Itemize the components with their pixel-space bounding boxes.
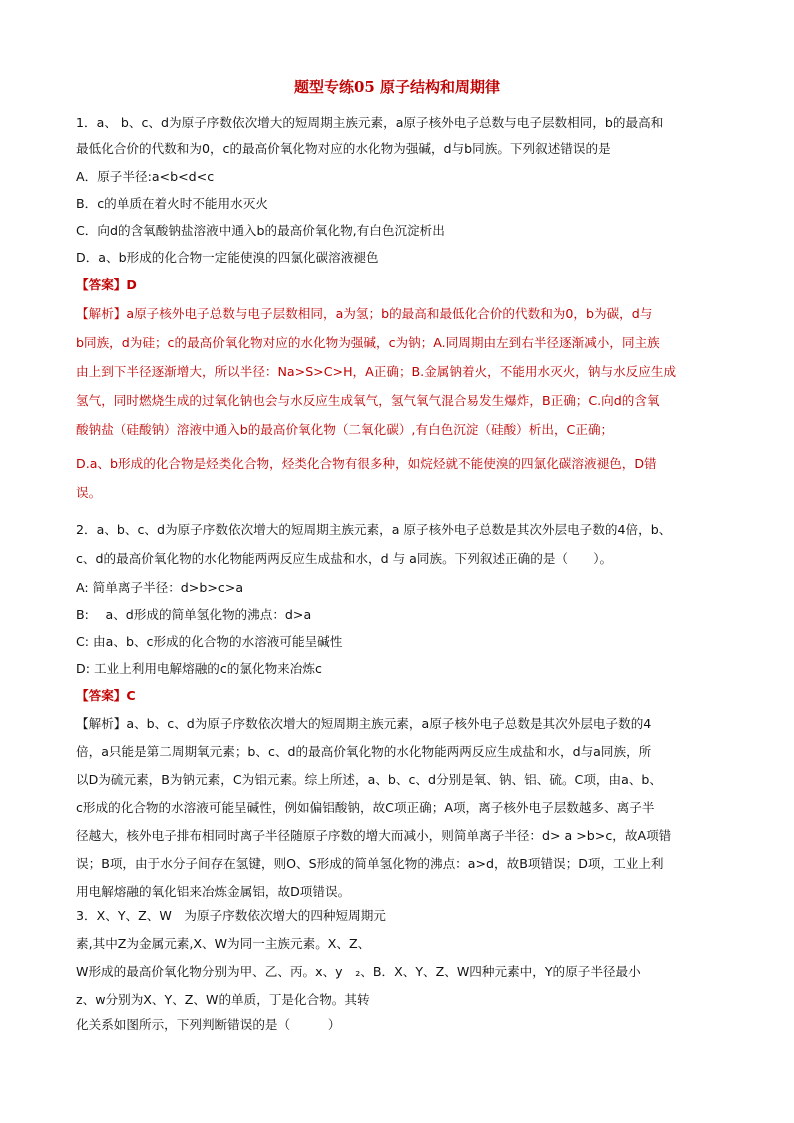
q1-option-a: A．原子半径:a<b<d<c (76, 169, 215, 184)
q1-stem-line-1: 1．a、 b、c、d为原子序数依次增大的短周期主族元素，a原子核外电子总数与电子层数相同，b的最高和 (76, 115, 664, 130)
q1-explanation-line-7: 误。 (76, 485, 102, 500)
q1-explanation-line-1: 【解析】a原子核外电子总数与电子层数相同，a为氢；b的最高和最低化合价的代数和为0，b为碳，d与 (76, 306, 653, 321)
q3-stem-line-4: z、w分别为X、Y、Z、W的单质，丁是化合物。其转 (76, 992, 370, 1007)
q2-option-c: C: 由a、b、c形成的化合物的水溶液可能呈碱性 (76, 634, 343, 649)
q2-explanation-line-1: 【解析】a、b、c、d为原子序数依次增大的短周期主族元素，a原子核外电子总数是其次外层电子数的4 (76, 716, 652, 731)
q2-explanation-line-7: 用电解熔融的氧化铝来冶炼金属铝，故D项错误。 (76, 884, 351, 899)
q2-explanation-line-6: 误；B项，由于水分子间存在氢键，则O、S形成的简单氢化物的沸点：a>d，故B项错误；D项，工业上利 (76, 856, 664, 871)
q1-option-c: C．向d的含氧酸钠盐溶液中通入b的最高价氧化物,有白色沉淀析出 (76, 223, 445, 238)
q2-explanation-line-4: c形成的化合物的水溶液可能呈碱性，例如偏铝酸钠，故C项正确；A项，离子核外电子层数越多、离子半 (76, 800, 655, 815)
q1-explanation-line-3: 由上到下半径逐渐增大，所以半径：Na>S>C>H，A正确；B.金属钠着火，不能用水灭火，钠与水反应生成 (76, 364, 677, 379)
q2-explanation-line-3: 以D为硫元素，B为钠元素，C为铝元素。综上所述，a、b、c、d分别是氧、钠、铝、硫。C项，由a、b、 (76, 772, 663, 787)
q2-explanation-line-2: 倍，a只能是第二周期氧元素；b、c、d的最高价氧化物的水化物能两两反应生成盐和水，d与a同族，所 (76, 744, 652, 759)
q1-explanation-line-2: b同族，d为硅；c的最高价氧化物对应的水化物为强碱，c为钠；A.同周期由左到右半径逐渐减小，同主族 (76, 335, 660, 350)
page-title: 题型专练05 原子结构和周期律 (293, 78, 501, 96)
q3-stem-line-5: 化关系如图所示，下列判断错误的是（ ） (76, 1017, 341, 1032)
q2-option-d: D: 工业上利用电解熔融的c的氯化物来冶炼c (76, 661, 322, 676)
q3-stem-line-1: 3．X、Y、Z、W 为原子序数依次增大的四种短周期元 (76, 908, 386, 923)
q1-option-d: D．a、b形成的化合物一定能使溴的四氯化碳溶液褪色 (76, 250, 379, 265)
q3-stem-line-3: W形成的最高价氧化物分别为甲、乙、丙。x、y ₂、B．X、Y、Z、W四种元素中，Y的原子半径最小 (76, 964, 641, 979)
q3-stem-line-2: 素,其中Z为金属元素,X、W为同一主族元素。X、Z、 (76, 936, 371, 951)
q2-stem-line-2: c、d的最高价氧化物的水化物能两两反应生成盐和水，d 与 a同族。下列叙述正确的是（ ）。 (76, 551, 613, 566)
q1-option-b: B．c的单质在着火时不能用水灭火 (76, 196, 268, 211)
q2-stem-line-1: 2．a、b、c、d为原子序数依次增大的短周期主族元素，a 原子核外电子总数是其次外层电子数的4倍，b、 (76, 522, 672, 537)
q2-explanation-line-5: 径越大，核外电子排布相同时离子半径随原子序数的增大而减小，则简单离子半径：d> a >b>c，故A项错 (76, 828, 672, 843)
q1-stem-line-2: 最低化合价的代数和为0，c的最高价氧化物对应的水化物为强碱，d与b同族。下列叙述错误的是 (76, 141, 611, 156)
q2-answer: 【答案】C (76, 688, 136, 703)
q1-explanation-line-6: D.a、b形成的化合物是烃类化合物，烃类化合物有很多种，如烷烃就不能使溴的四氯化碳溶液褪色，D错 (76, 456, 657, 471)
q1-answer: 【答案】D (76, 277, 137, 292)
q2-option-a: A: 简单离子半径：d>b>c>a (76, 580, 244, 595)
q1-explanation-line-4: 氢气，同时燃烧生成的过氧化钠也会与水反应生成氧气，氢气氧气混合易发生爆炸，B正确；C.向d的含氧 (76, 393, 660, 408)
q1-explanation-line-5: 酸钠盐（硅酸钠）溶液中通入b的最高价氧化物（二氧化碳）,有白色沉淀（硅酸）析出，C正确； (76, 422, 614, 437)
q2-option-b: B: a、d形成的简单氢化物的沸点：d>a (76, 607, 312, 622)
